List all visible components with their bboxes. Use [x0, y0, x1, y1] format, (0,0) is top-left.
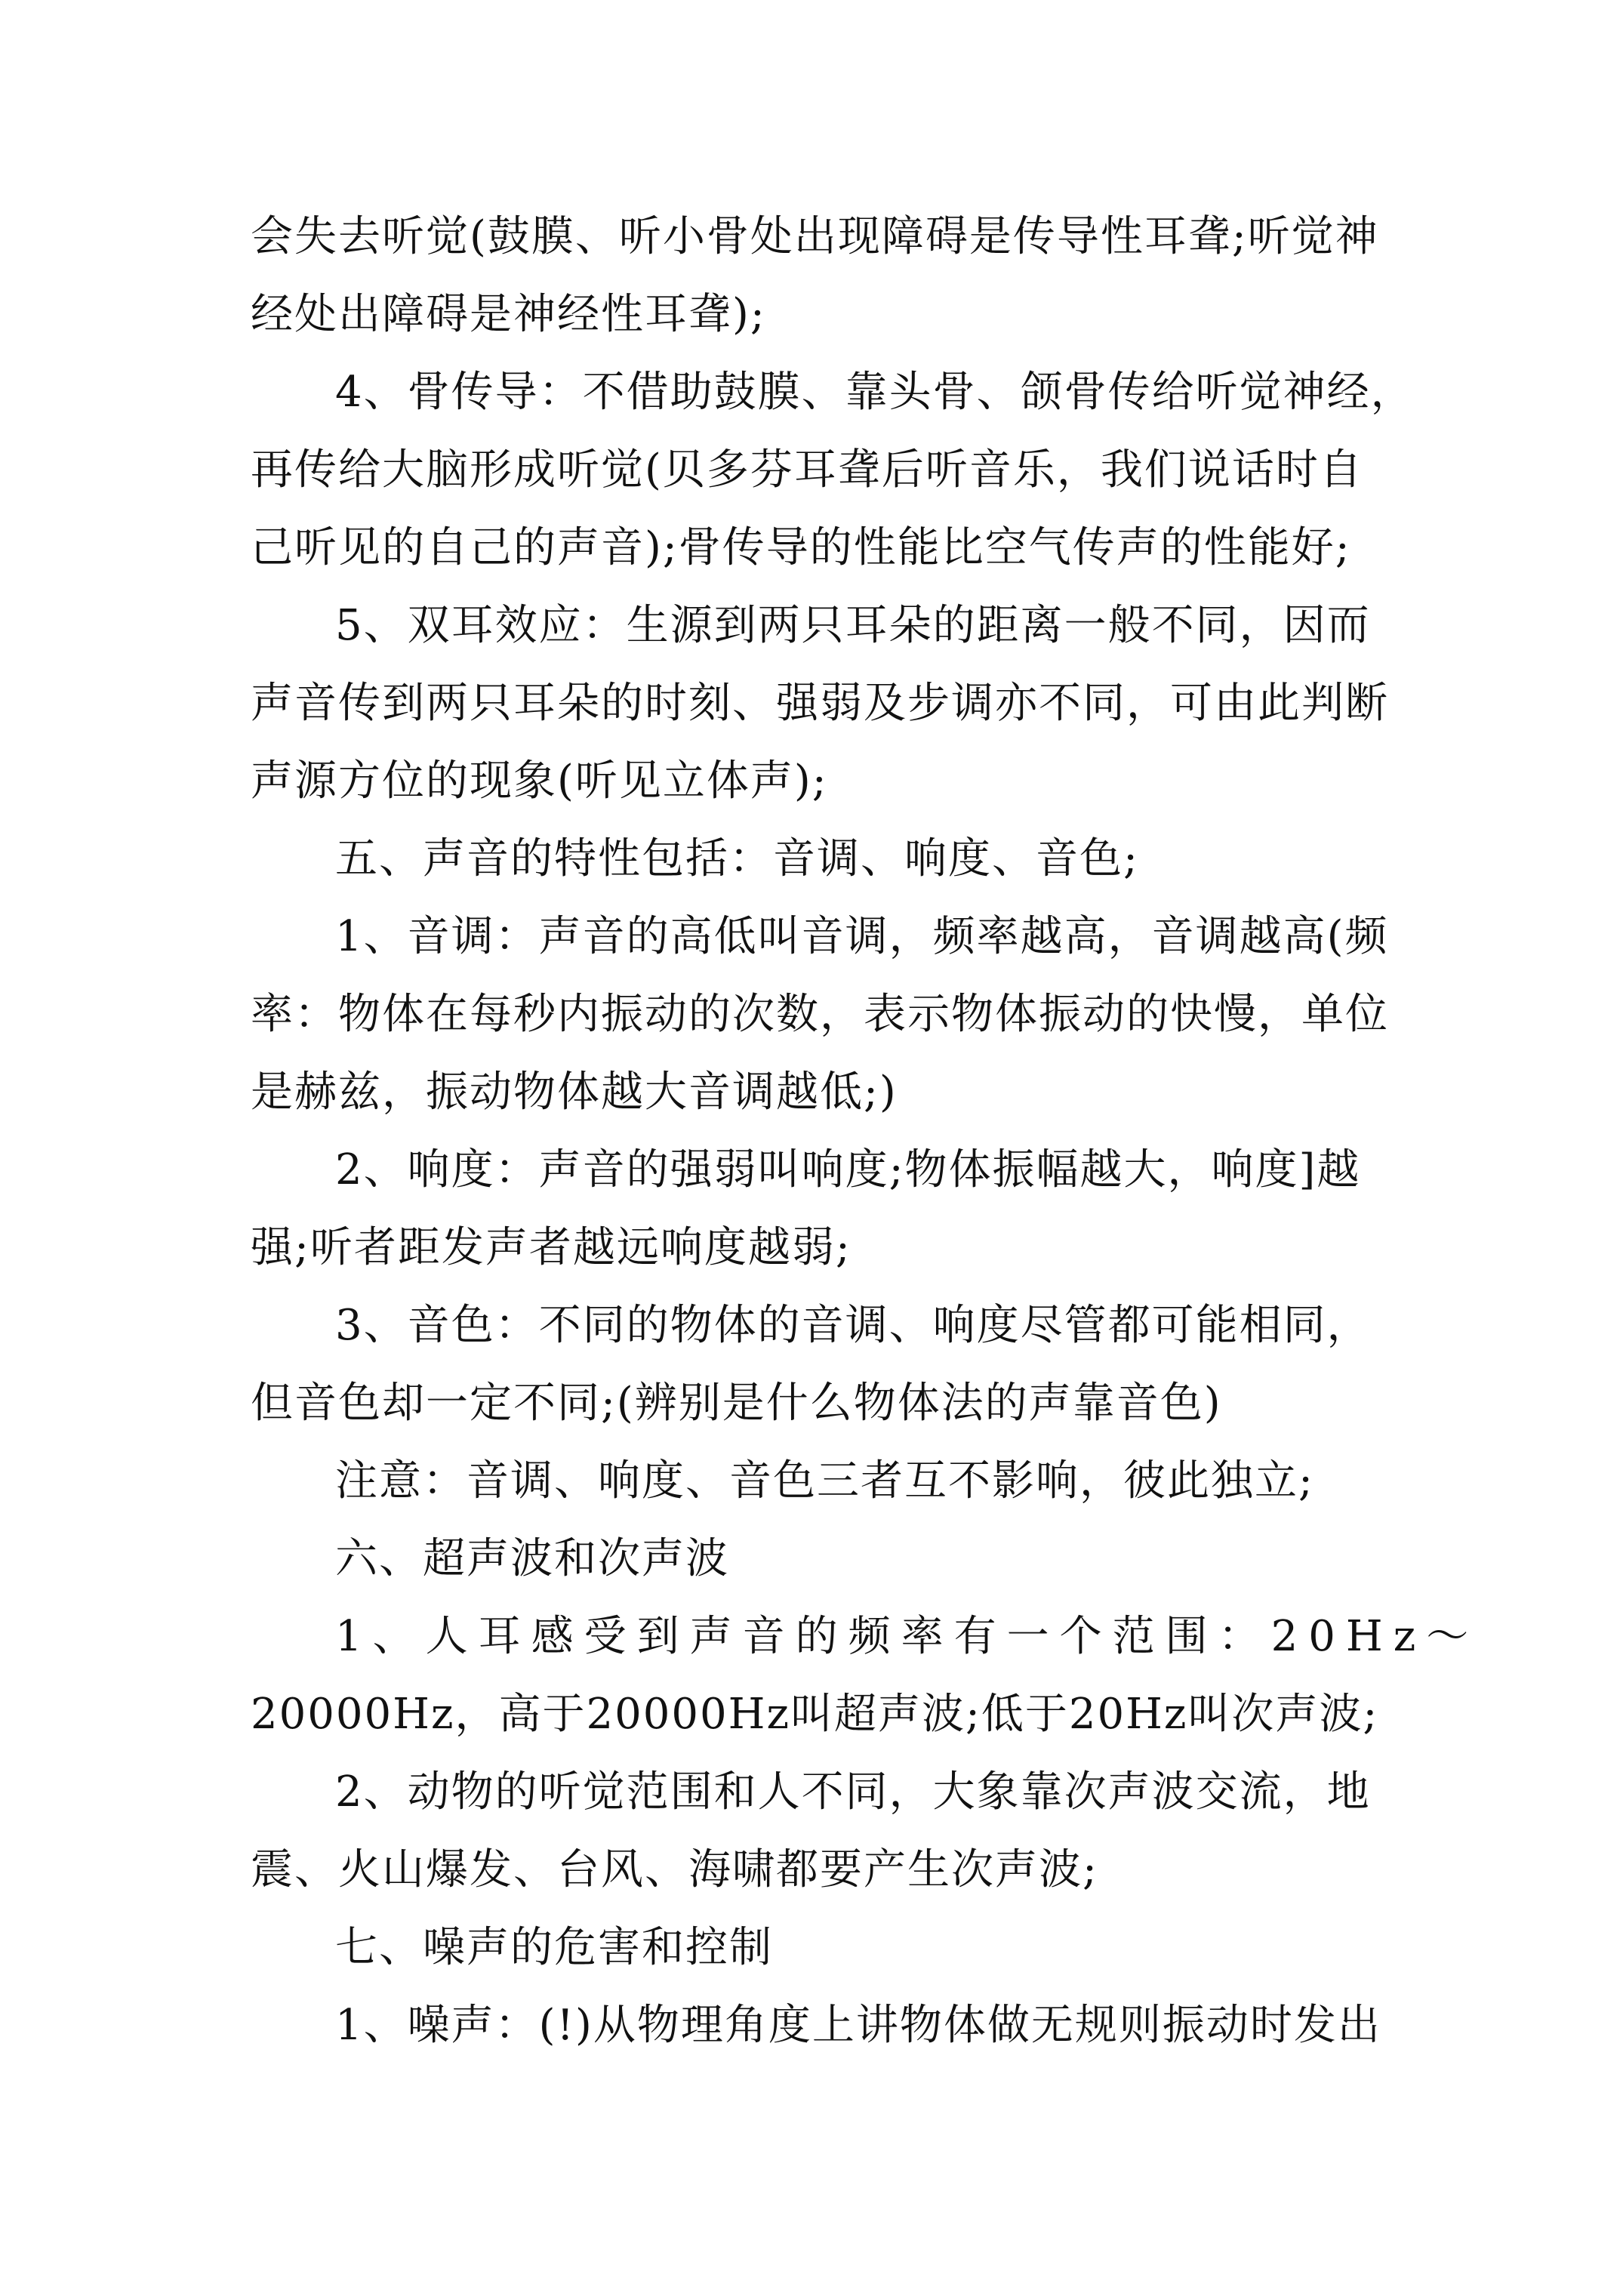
text-line: 再传给大脑形成听觉(贝多芬耳聋后听音乐，我们说话时自	[251, 445, 1363, 495]
text-line: 是赫兹，振动物体越大音调越低;)	[251, 1068, 898, 1117]
text-line: 注意：音调、响度、音色三者互不影响，彼此独立;	[335, 1456, 1314, 1505]
text-line: 率：物体在每秒内振动的次数，表示物体振动的快慢，单位	[251, 990, 1389, 1039]
text-line: 1、噪声：(!)从物理角度上讲物体做无规则振动时发出	[335, 2001, 1381, 2050]
section-heading: 七、噪声的危害和控制	[335, 1923, 773, 1972]
text-line: 声源方位的现象(听见立体声);	[251, 757, 828, 806]
text-line: 1、人耳感受到声音的频率有一个范围：20Hz～	[335, 1612, 1480, 1661]
text-line: 3、音色：不同的物体的音调、响度尽管都可能相同，	[335, 1301, 1371, 1350]
text-line: 己听见的自己的声音);骨传导的性能比空气传声的性能好;	[251, 523, 1351, 572]
text-line: 声音传到两只耳朵的时刻、强弱及步调亦不同，可由此判断	[251, 679, 1389, 728]
text-line: 5、双耳效应：生源到两只耳朵的距离一般不同，因而	[335, 601, 1371, 650]
text-line: 会失去听觉(鼓膜、听小骨处出现障碍是传导性耳聋;听觉神	[251, 212, 1379, 261]
section-heading: 六、超声波和次声波	[335, 1534, 729, 1583]
text-line: 但音色却一定不同;(辨别是什么物体法的声靠音色)	[251, 1379, 1222, 1428]
text-line: 强;听者距发声者越远响度越弱;	[251, 1223, 852, 1272]
text-line: 4、骨传导：不借助鼓膜、靠头骨、颌骨传给听觉神经，	[335, 368, 1415, 417]
text-line: 20000Hz，高于20000Hz叫超声波;低于20Hz叫次声波;	[251, 1690, 1379, 1739]
text-line: 2、响度：声音的强弱叫响度;物体振幅越大，响度]越	[335, 1145, 1361, 1194]
text-line: 1、音调：声音的高低叫音调，频率越高，音调越高(频	[335, 912, 1389, 961]
section-heading: 五、声音的特性包括：音调、响度、音色;	[335, 834, 1139, 883]
text-line: 2、动物的听觉范围和人不同，大象靠次声波交流，地	[335, 1767, 1371, 1817]
text-line: 震、火山爆发、台风、海啸都要产生次声波;	[251, 1845, 1098, 1894]
text-line: 经处出障碍是神经性耳聋);	[251, 290, 766, 339]
document-body	[251, 198, 1480, 2064]
